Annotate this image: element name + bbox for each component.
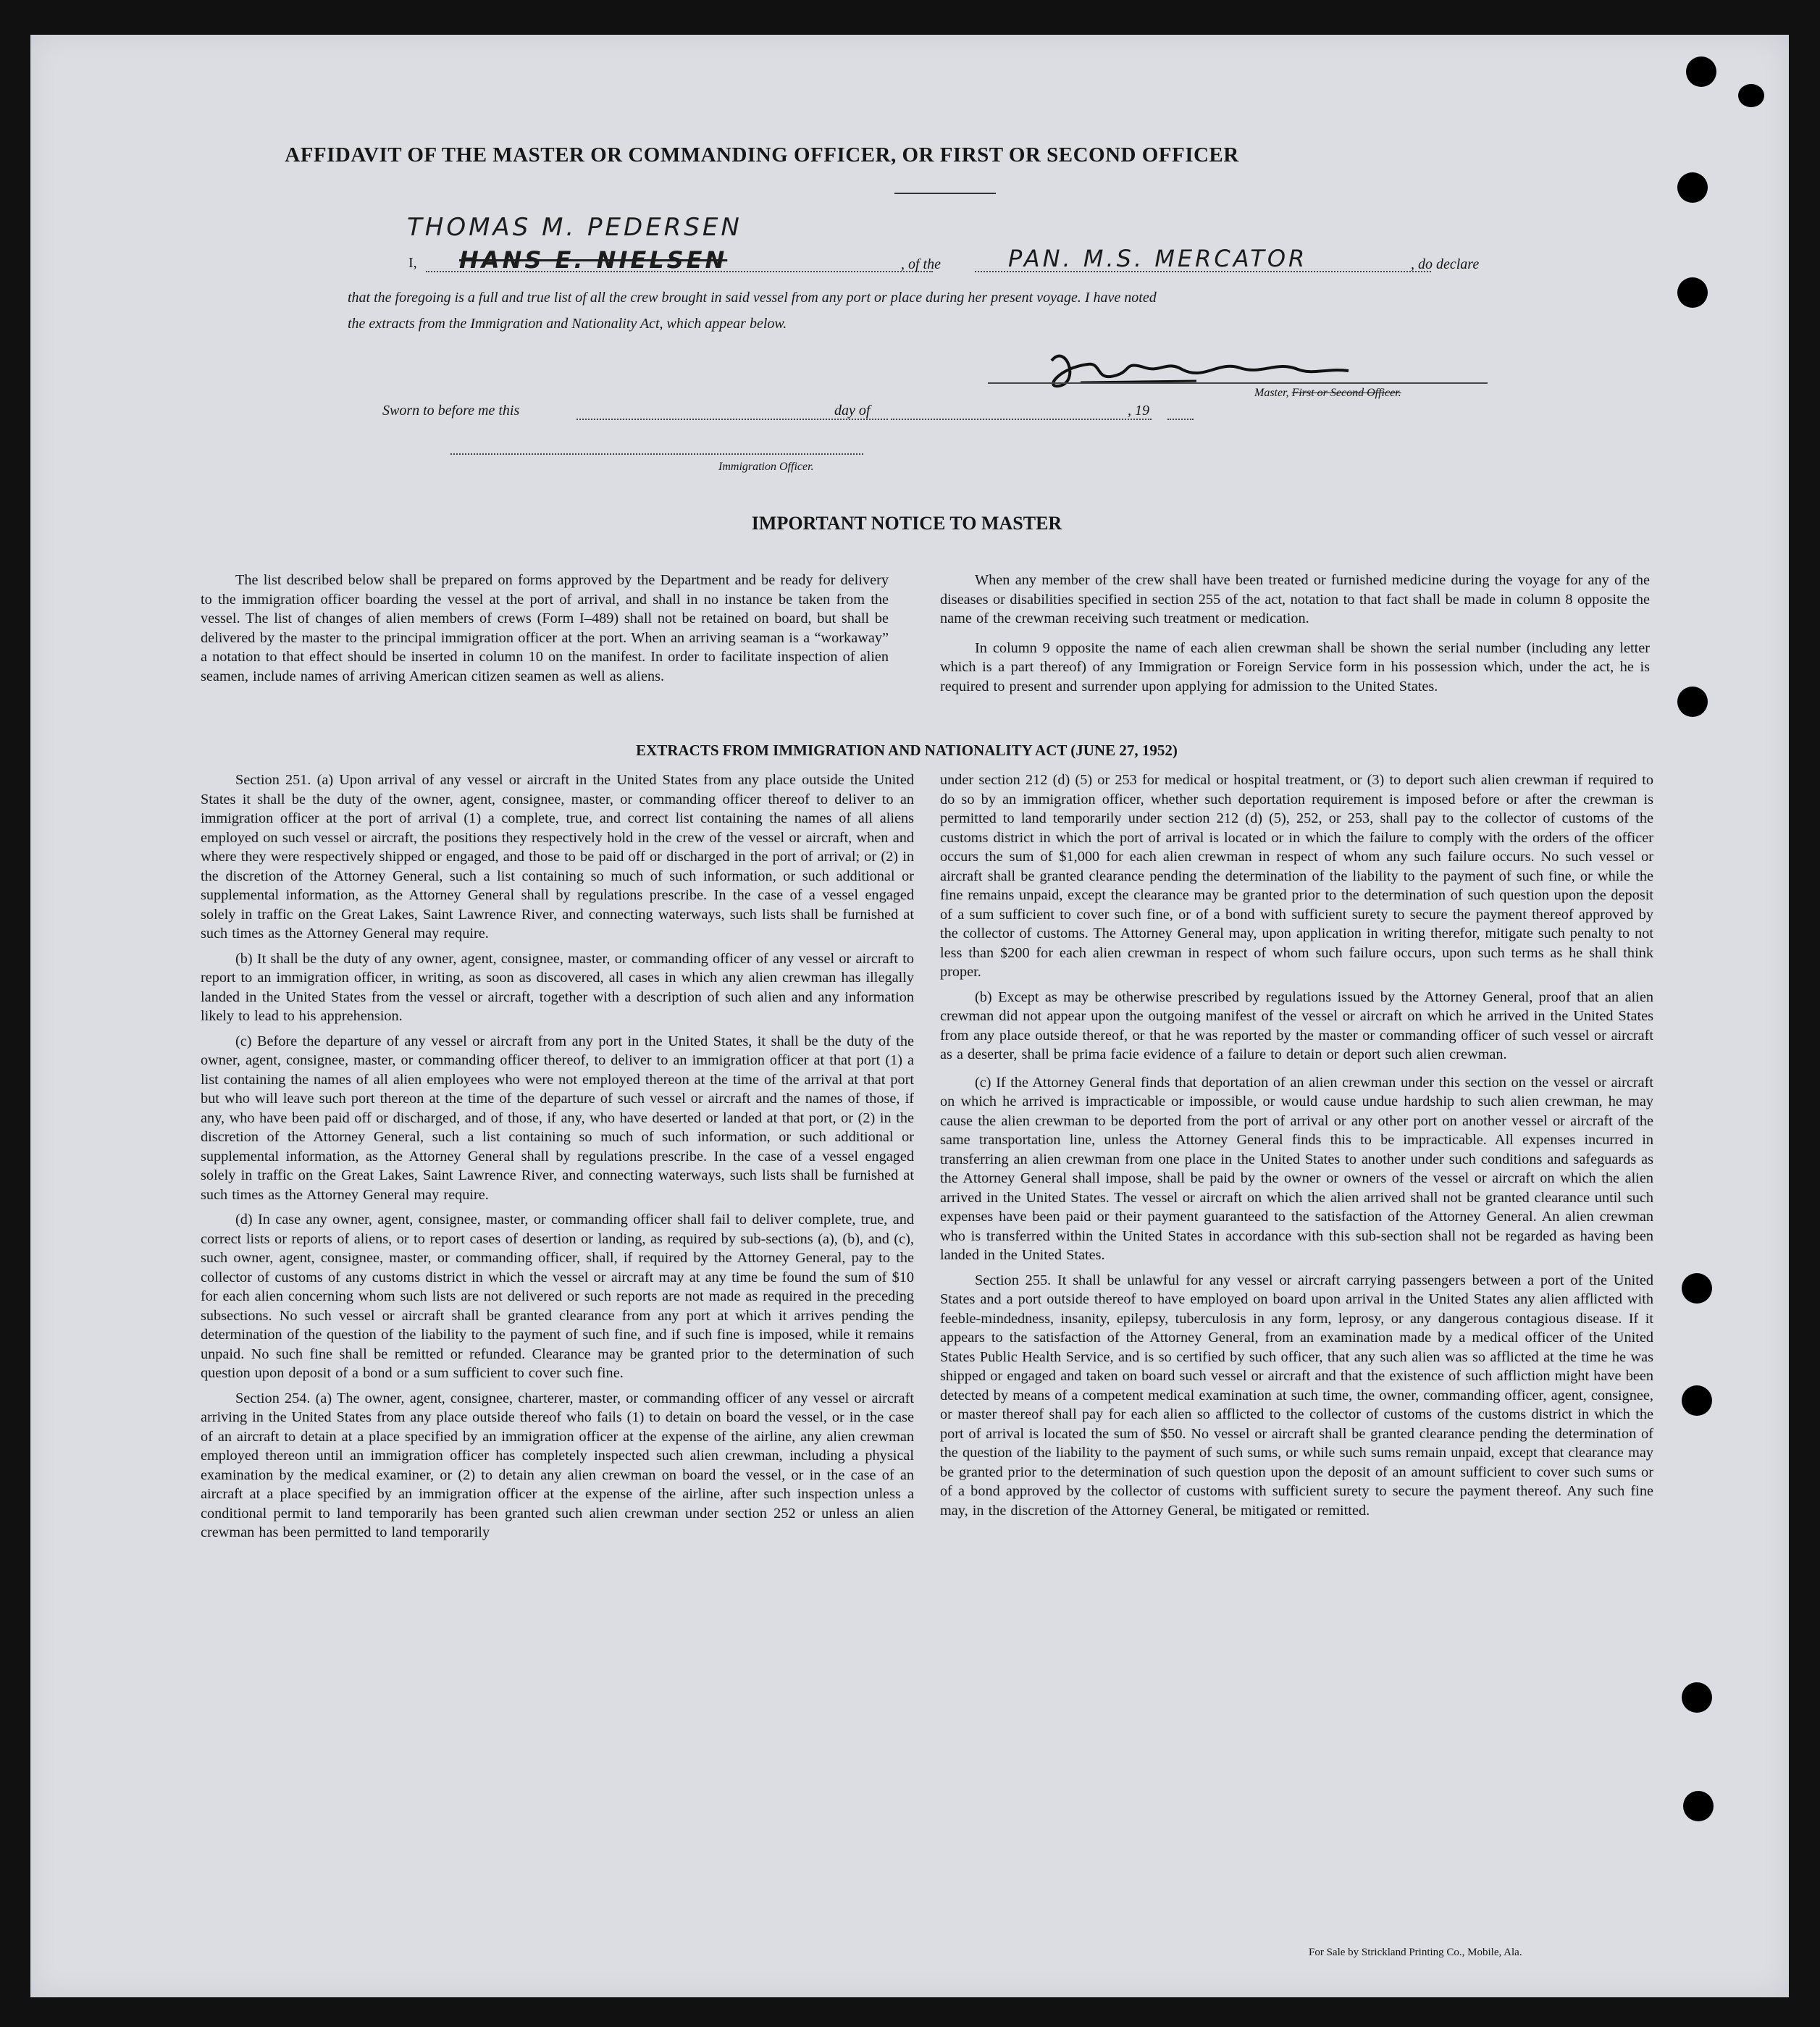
footer-printer: For Sale by Strickland Printing Co., Mobile, Ala. [1309,1947,1522,1958]
prefix-i: I, [408,255,417,271]
section-254b: (b) Except as may be otherwise prescribed by regulations issued by the Attorney General, proof that an alien crewman did not appear upon the outgoing manifest of the vessel or aircraft on which he arrived in the United States from any place outside thereof, or that he was reported by the master or commanding officer of such vessel or aircraft as a deserter, shall be prima facie evidence of a failure to detain or deport such alien crewman. [940,989,1653,1062]
divider [894,193,996,194]
notice-left-paragraph: The list described below shall be prepared on forms approved by the Department and be ready for delivery to the immigration officer boarding the vessel at the port of arrival, and shall in no instance be taken from the vessel. The list of changes of alien members of crews (Form I–489) shall not be retained on board, but shall be delivered by the master to the principal immigration officer at the port. When an arriving seaman is a “workaway” a notation to that effect should be inserted in column 10 on the manifest. In order to facilitate inspection of alien seamen, include names of arriving American citizen seamen as well as aliens. [201,572,889,684]
notice-title: IMPORTANT NOTICE TO MASTER [751,513,1062,534]
master-label: Master, [1254,387,1289,399]
vessel-name: PAN. M.S. MERCATOR [1008,245,1308,272]
notice-right-column [940,571,1650,702]
year-label: , 19 [1128,403,1149,419]
punch-hole [1738,84,1764,107]
do-declare-label: , do declare [1411,256,1480,272]
section-251c: (c) Before the departure of any vessel or aircraft from any port in the United States, it shall be the duty of the owner, agent, consignee, master, or commanding officer thereof, to deliver to an immigration officer at that port (1) a list containing the names of all alien employees who were not employed thereon at the time of the arrival at that port but who will leave such port thereon at the time of the departure of such vessel or aircraft and the names of those, if any, who have been paid off or discharged, and of those, if any, who have deserted or landed at that port, or (2) in the discretion of the Attorney General, such a list containing so much of such information, or such additional or supplemental information, as the Attorney General shall by regulations prescribe. In the case of a vessel engaged solely in traffic on the Great Lakes, Saint Lawrence River, and connecting waterways, such lists shall be furnished at such times as the Attorney General may require. [201,1033,914,1203]
punch-hole [1686,56,1716,87]
section-251a: Section 251. (a) Upon arrival of any vessel or aircraft in the United States from any place outside the United States it shall be the duty of the owner, agent, consignee, master, or commanding officer thereof to deliver to an immigration officer at the port of arrival (1) a complete, true, and correct list containing the names of all aliens employed on such vessel or aircraft, the positions they respectively hold in the crew of the vessel or aircraft, when and where they were respectively shipped or engaged, and those to be paid off or discharged in the port of arrival; or (2) in the discretion of the Attorney General, such a list containing so much of such information, or such additional or supplemental information, as the Attorney General shall by regulations prescribe. In the case of a vessel engaged solely in traffic on the Great Lakes, Saint Lawrence River, and connecting waterways, such lists shall be furnished at such times as the Attorney General may require. [201,772,914,941]
handwritten-name-inserted: THOMAS M. PEDERSEN [407,213,742,242]
extracts-left-column [201,771,914,1548]
punch-hole [1682,1682,1712,1713]
section-254a-continued: under section 212 (d) (5) or 253 for medical or hospital treatment, or (3) to deport such alien crewman if required to do so by an immigration officer, whether such deportation requirement is imposed before or after the crewman is permitted to land temporarily under section 212 (d) (5), 252, or 253, shall pay to the collector of customs of the customs district in which the port of arrival is located or in which the failure to comply with the orders of the officer occurs the sum of $1,000 for each alien crewman in respect of whom any such failure occurs. No such vessel or aircraft shall be granted clearance pending the determination of the liability to the payment of such fine, or while the fine remains unpaid, except the clearance may be granted prior to the determination of such question upon the deposit of a sum sufficient to cover such fine, or of a bond with sufficient surety to secure the payment thereof approved by the collector of customs. The Attorney General may, upon application in writing therefor, mitigate such penalty to not less than $200 for each alien crewman in respect of whom such failure occurs, upon such terms as he shall think proper. [940,772,1653,980]
declaration-line-1: that the foregoing is a full and true list of all the crew brought in said vessel from any port or place during her present voyage. I have noted [348,290,1157,306]
day-of-label: day of [834,403,871,419]
section-254c: (c) If the Attorney General finds that deportation of an alien crewman under this section on the vessel or aircraft on which he arrived is impracticable or impossible, or would cause undue hardship to such alien crewman, he may cause the alien crewman to be deported from the port of arrival or any other port on another vessel or aircraft of the same transportation line, unless the Attorney General finds this to be impracticable. All expenses incurred in transferring an alien crewman from one place in the United States to another under such conditions and safeguards as the Attorney General shall impose, shall be paid by the owner or owners of the vessel or aircraft on which the alien arrived in the United States. The vessel or aircraft on which the alien arrived shall not be granted clearance until such expenses have been paid or their payment guaranteed to the satisfaction of the Attorney General. An alien crewman who is transferred within the United States in accordance with this sub-section shall not be regarded as having been landed in the United States. [940,1074,1653,1263]
punch-hole [1677,687,1708,717]
extracts-right-column [940,771,1653,1526]
declaration-row [365,245,1524,278]
notice-right-paragraph-1: When any member of the crew shall have been treated or furnished medicine during the voyage for any of the diseases or disabilities specified in section 255 of the act, notation to that fact shall be made in column 8 opposite the name of the crewman receiving such treatment or medication. [940,572,1650,626]
notice-left-column [201,571,889,692]
sworn-label: Sworn to before me this [382,403,520,419]
punch-hole [1683,1791,1714,1821]
extracts-title: EXTRACTS FROM IMMIGRATION AND NATIONALITY ACT (JUNE 27, 1952) [636,742,1178,759]
immigration-officer-label: Immigration Officer. [718,461,814,473]
punch-hole [1682,1385,1712,1416]
section-254a: Section 254. (a) The owner, agent, consignee, charterer, master, or commanding officer of any vessel or aircraft arriving in the United States from any place outside thereof who fails (1) to detain on board the vessel, or in the case of an aircraft to detain at a place specified by an immigration officer at the expense of the airline, any alien crewman employed thereon until an immigration officer has completely inspected such alien crewman, including a physical examination by the medical examiner, or (2) to detain any alien crewman on board the vessel, or in the case of an aircraft at a place specified by an immigration officer at the expense of the airline, after such inspection unless a conditional permit to land temporarily has been granted such alien crewman under section 252 or unless an alien crewman has been permitted to land temporarily [201,1390,914,1540]
handwritten-name-struck: HANS E. NIELSEN [459,246,728,274]
punch-hole [1677,277,1708,308]
punch-hole [1682,1273,1712,1304]
master-struck-label: First or Second Officer. [1291,387,1401,399]
declaration-line-2: the extracts from the Immigration and Nationality Act, which appear below. [348,316,787,332]
punch-hole [1677,172,1708,203]
section-255: Section 255. It shall be unlawful for any vessel or aircraft carrying passengers between a port of the United States and a port outside thereof to have employed on board upon arrival in the United States any alien afflicted with feeble-mindedness, insanity, epilepsy, tuberculosis in any form, leprosy, or any dangerous contagious disease. If it appears to the satisfaction of the Attorney General, from an examination made by a medical officer of the United States Public Health Service, and is so certified by such officer, that any such alien was so afflicted at the time he was shipped or engaged and taken on board such vessel or aircraft and that the existence of such affliction might have been detected by means of a competent medical examination at such time, the owner, commanding officer, agent, consignee, or master thereof shall pay for each alien so afflicted to the collector of customs of the customs district in which the port of arrival is located the sum of $50. No vessel or aircraft shall be granted clearance pending the determination of the question of the liability to the payment of such sums, or while such sums remain unpaid, except that clearance may be granted prior to the determination of such question upon the deposit of an amount sufficient to cover such sums or of a bond approved by the collector of customs with sufficient surety to secure the payment thereof. Any such fine may, in the discretion of the Attorney General, be mitigated or remitted. [940,1272,1653,1519]
of-the-label: , of the [901,256,941,272]
affidavit-title: AFFIDAVIT OF THE MASTER OR COMMANDING OFFICER, OR FIRST OR SECOND OFFICER [285,143,1239,167]
form-page [30,35,1789,1997]
section-251d: (d) In case any owner, agent, consignee, master, or commanding officer shall fail to deliver complete, true, and correct lists or reports of aliens, or to report cases of desertion or landing, as required by sub-sections (a), (b), and (c), such owner, agent, consignee, master, or commanding officer, shall, if required by the Attorney General, pay to the collector of customs of any customs district in which the vessel or aircraft may at any time be found the sum of $10 for each alien concerning whom such lists are not delivered or such reports are not made as required in the preceding subsections. No such vessel or aircraft shall be granted clearance from any port at which it arrives pending the determination of the question of the liability to the payment of such fine, and if such fine is imposed, while it remains unpaid. No such fine shall be remitted or refunded. Clearance may be granted prior to the determination of such question upon deposit of a bond or a sum sufficient to cover such fine. [201,1212,914,1381]
section-251b: (b) It shall be the duty of any owner, agent, consignee, master, or commanding officer of any vessel or aircraft to report to an immigration officer, in writing, as soon as discovered, all cases in which any alien crewman has illegally landed in the United States from the vessel or aircraft, together with a description of such alien and any information likely to lead to his apprehension. [201,950,914,1024]
notice-right-paragraph-2: In column 9 opposite the name of each alien crewman shall be shown the serial number (including any letter which is a part thereof) of any Immigration or Foreign Service form in his possession which, under the act, he is required to present and surrender upon applying for admission to the United States. [940,639,1650,694]
